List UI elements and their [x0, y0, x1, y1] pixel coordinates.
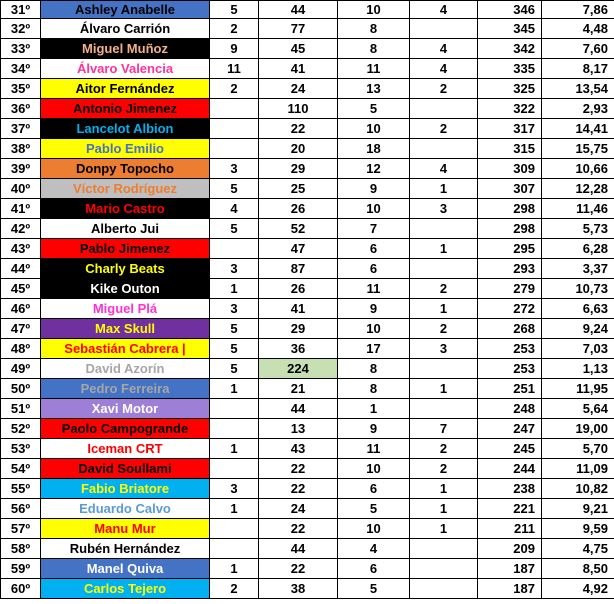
table-row [1, 459, 614, 479]
average-cell[interactable]: 12,28 [542, 179, 614, 199]
col3-cell[interactable]: 10 [338, 459, 410, 479]
col2-cell[interactable]: 26 [259, 279, 338, 299]
total-cell[interactable]: 293 [478, 259, 542, 279]
col2-cell[interactable]: 45 [259, 39, 338, 59]
col2-cell[interactable]: 24 [259, 499, 338, 519]
col4-cell[interactable]: 7 [410, 419, 478, 439]
position-cell[interactable]: 60º [1, 579, 41, 599]
table-row [1, 19, 614, 39]
position-cell[interactable]: 32º [1, 19, 41, 39]
average-cell[interactable]: 5,73 [542, 219, 614, 239]
col1-cell[interactable]: 1 [210, 499, 259, 519]
name-cell[interactable]: Pablo Emilio [41, 139, 210, 159]
total-cell[interactable]: 309 [478, 159, 542, 179]
col3-cell[interactable]: 10 [338, 199, 410, 219]
col4-cell[interactable]: 2 [410, 79, 478, 99]
position-cell[interactable]: 41º [1, 199, 41, 219]
col1-cell[interactable]: 3 [210, 159, 259, 179]
col1-cell[interactable] [210, 399, 259, 419]
table-row [1, 159, 614, 179]
position-cell[interactable]: 48º [1, 339, 41, 359]
col1-cell[interactable]: 2 [210, 579, 259, 599]
position-cell[interactable]: 54º [1, 459, 41, 479]
col1-cell[interactable]: 5 [210, 219, 259, 239]
total-cell[interactable]: 251 [478, 379, 542, 399]
total-cell[interactable]: 221 [478, 499, 542, 519]
position-cell[interactable]: 39º [1, 159, 41, 179]
col2-cell[interactable]: 47 [259, 239, 338, 259]
position-cell[interactable]: 59º [1, 559, 41, 579]
average-cell[interactable]: 9,21 [542, 499, 614, 519]
col2-cell[interactable]: 13 [259, 419, 338, 439]
col3-cell[interactable]: 6 [338, 479, 410, 499]
col1-cell[interactable]: 2 [210, 19, 259, 39]
col1-cell[interactable] [210, 419, 259, 439]
name-cell[interactable]: Fabio Briatore [41, 479, 210, 499]
table-row [1, 339, 614, 359]
col1-cell[interactable] [210, 239, 259, 259]
col1-cell[interactable]: 5 [210, 359, 259, 379]
col2-cell[interactable]: 29 [259, 319, 338, 339]
col2-cell[interactable]: 44 [259, 539, 338, 559]
total-cell[interactable]: 187 [478, 559, 542, 579]
table-row [1, 499, 614, 519]
col4-cell[interactable]: 2 [410, 439, 478, 459]
col1-cell[interactable]: 11 [210, 59, 259, 79]
name-cell[interactable]: Xavi Motor [41, 399, 210, 419]
total-cell[interactable]: 279 [478, 279, 542, 299]
average-cell[interactable]: 5,70 [542, 439, 614, 459]
total-cell[interactable]: 272 [478, 299, 542, 319]
col3-cell[interactable]: 9 [338, 299, 410, 319]
col2-cell[interactable]: 41 [259, 59, 338, 79]
col1-cell[interactable]: 1 [210, 279, 259, 299]
col2-cell[interactable]: 22 [259, 119, 338, 139]
average-cell[interactable]: 15,75 [542, 139, 614, 159]
col3-cell[interactable]: 17 [338, 339, 410, 359]
col1-cell[interactable]: 3 [210, 259, 259, 279]
col4-cell[interactable] [410, 359, 478, 379]
col2-cell[interactable]: 20 [259, 139, 338, 159]
col4-cell[interactable]: 2 [410, 119, 478, 139]
table-row [1, 559, 614, 579]
col4-cell[interactable] [410, 139, 478, 159]
name-cell[interactable]: Pablo Jimenez [41, 239, 210, 259]
total-cell[interactable]: 298 [478, 199, 542, 219]
position-cell[interactable]: 47º [1, 319, 41, 339]
col4-cell[interactable]: 1 [410, 239, 478, 259]
position-cell[interactable]: 46º [1, 299, 41, 319]
position-cell[interactable]: 33º [1, 39, 41, 59]
name-cell[interactable]: Lancelot Albion [41, 119, 210, 139]
table-row [1, 1, 614, 19]
name-cell[interactable]: Antonio Jimenez [41, 99, 210, 119]
col1-cell[interactable] [210, 519, 259, 539]
average-cell[interactable]: 8,50 [542, 559, 614, 579]
col3-cell[interactable]: 5 [338, 579, 410, 599]
position-cell[interactable]: 50º [1, 379, 41, 399]
col4-cell[interactable]: 1 [410, 179, 478, 199]
total-cell[interactable]: 322 [478, 99, 542, 119]
position-cell[interactable]: 53º [1, 439, 41, 459]
name-cell[interactable]: Donpy Topocho [41, 159, 210, 179]
average-cell[interactable]: 6,28 [542, 239, 614, 259]
name-cell[interactable]: Aitor Fernández [41, 79, 210, 99]
col1-cell[interactable]: 5 [210, 319, 259, 339]
table-row [1, 79, 614, 99]
col3-cell[interactable]: 8 [338, 19, 410, 39]
total-cell[interactable]: 317 [478, 119, 542, 139]
col1-cell[interactable]: 1 [210, 379, 259, 399]
col3-cell[interactable]: 8 [338, 39, 410, 59]
name-cell[interactable]: David Azorín [41, 359, 210, 379]
col2-cell[interactable]: 22 [259, 459, 338, 479]
col1-cell[interactable] [210, 99, 259, 119]
col3-cell[interactable]: 4 [338, 539, 410, 559]
table-row [1, 279, 614, 299]
position-cell[interactable]: 51º [1, 399, 41, 419]
position-cell[interactable]: 34º [1, 59, 41, 79]
col3-cell[interactable]: 10 [338, 1, 410, 19]
col4-cell[interactable]: 4 [410, 1, 478, 19]
average-cell[interactable]: 4,48 [542, 19, 614, 39]
col2-cell[interactable]: 52 [259, 219, 338, 239]
table-row [1, 439, 614, 459]
name-cell[interactable]: Mario Castro [41, 199, 210, 219]
col4-cell[interactable] [410, 219, 478, 239]
average-cell[interactable]: 4,92 [542, 579, 614, 599]
col1-cell[interactable]: 1 [210, 439, 259, 459]
col4-cell[interactable] [410, 579, 478, 599]
table-row [1, 239, 614, 259]
table-row [1, 579, 614, 599]
col1-cell[interactable]: 9 [210, 39, 259, 59]
col3-cell[interactable]: 8 [338, 379, 410, 399]
col2-cell[interactable]: 22 [259, 519, 338, 539]
total-cell[interactable]: 295 [478, 239, 542, 259]
position-cell[interactable]: 57º [1, 519, 41, 539]
total-cell[interactable]: 209 [478, 539, 542, 559]
total-cell[interactable]: 298 [478, 219, 542, 239]
position-cell[interactable]: 49º [1, 359, 41, 379]
col3-cell[interactable]: 6 [338, 239, 410, 259]
col3-cell[interactable]: 9 [338, 419, 410, 439]
table-row [1, 219, 614, 239]
ranking-rows [1, 1, 614, 599]
name-cell[interactable]: Miguel Muñoz [41, 39, 210, 59]
table-row [1, 399, 614, 419]
average-cell[interactable]: 8,17 [542, 59, 614, 79]
col4-cell[interactable]: 3 [410, 199, 478, 219]
col3-cell[interactable]: 8 [338, 359, 410, 379]
table-row [1, 379, 614, 399]
col1-cell[interactable]: 3 [210, 299, 259, 319]
col3-cell[interactable]: 5 [338, 499, 410, 519]
col1-cell[interactable] [210, 119, 259, 139]
col4-cell[interactable]: 2 [410, 459, 478, 479]
col2-cell[interactable]: 224 [259, 359, 338, 379]
total-cell[interactable]: 244 [478, 459, 542, 479]
col2-cell[interactable]: 110 [259, 99, 338, 119]
average-cell[interactable]: 13,54 [542, 79, 614, 99]
average-cell[interactable]: 7,60 [542, 39, 614, 59]
table-row [1, 419, 614, 439]
table-row [1, 39, 614, 59]
total-cell[interactable]: 325 [478, 79, 542, 99]
name-cell[interactable]: David Soullami [41, 459, 210, 479]
col2-cell[interactable]: 24 [259, 79, 338, 99]
col1-cell[interactable]: 1 [210, 559, 259, 579]
col1-cell[interactable]: 4 [210, 199, 259, 219]
name-cell[interactable]: Ashley Anabelle [41, 1, 210, 19]
col1-cell[interactable] [210, 139, 259, 159]
name-cell[interactable]: Víctor Rodríguez [41, 179, 210, 199]
col4-cell[interactable] [410, 259, 478, 279]
position-cell[interactable]: 52º [1, 419, 41, 439]
total-cell[interactable]: 187 [478, 579, 542, 599]
average-cell[interactable]: 11,95 [542, 379, 614, 399]
col4-cell[interactable]: 1 [410, 499, 478, 519]
col4-cell[interactable] [410, 399, 478, 419]
col4-cell[interactable]: 2 [410, 319, 478, 339]
total-cell[interactable]: 335 [478, 59, 542, 79]
col1-cell[interactable] [210, 459, 259, 479]
total-cell[interactable]: 248 [478, 399, 542, 419]
position-cell[interactable]: 45º [1, 279, 41, 299]
col2-cell[interactable]: 22 [259, 479, 338, 499]
col4-cell[interactable]: 4 [410, 159, 478, 179]
col3-cell[interactable]: 11 [338, 59, 410, 79]
col1-cell[interactable]: 5 [210, 1, 259, 19]
col1-cell[interactable]: 5 [210, 339, 259, 359]
table-row [1, 59, 614, 79]
col3-cell[interactable]: 5 [338, 99, 410, 119]
col4-cell[interactable]: 1 [410, 519, 478, 539]
table-row [1, 299, 614, 319]
col4-cell[interactable]: 2 [410, 279, 478, 299]
position-cell[interactable]: 55º [1, 479, 41, 499]
average-cell[interactable]: 3,37 [542, 259, 614, 279]
position-cell[interactable]: 38º [1, 139, 41, 159]
average-cell[interactable]: 2,93 [542, 99, 614, 119]
col2-cell[interactable]: 29 [259, 159, 338, 179]
name-cell[interactable]: Manel Quiva [41, 559, 210, 579]
total-cell[interactable]: 211 [478, 519, 542, 539]
average-cell[interactable]: 1,13 [542, 359, 614, 379]
name-cell[interactable]: Álvaro Valencia [41, 59, 210, 79]
position-cell[interactable]: 36º [1, 99, 41, 119]
table-row [1, 479, 614, 499]
average-cell[interactable]: 9,59 [542, 519, 614, 539]
name-cell[interactable]: Rubén Hernández [41, 539, 210, 559]
average-cell[interactable]: 10,73 [542, 279, 614, 299]
col2-cell[interactable]: 77 [259, 19, 338, 39]
col4-cell[interactable]: 4 [410, 39, 478, 59]
col2-cell[interactable]: 26 [259, 199, 338, 219]
average-cell[interactable]: 5,64 [542, 399, 614, 419]
position-cell[interactable]: 42º [1, 219, 41, 239]
position-cell[interactable]: 58º [1, 539, 41, 559]
col2-cell[interactable]: 38 [259, 579, 338, 599]
col3-cell[interactable]: 13 [338, 79, 410, 99]
name-cell[interactable]: Kike Outon [41, 279, 210, 299]
col2-cell[interactable]: 25 [259, 179, 338, 199]
col3-cell[interactable]: 10 [338, 319, 410, 339]
total-cell[interactable]: 247 [478, 419, 542, 439]
name-cell[interactable]: Alberto Jui [41, 219, 210, 239]
name-cell[interactable]: Eduardo Calvo [41, 499, 210, 519]
col4-cell[interactable] [410, 19, 478, 39]
average-cell[interactable]: 6,63 [542, 299, 614, 319]
total-cell[interactable]: 342 [478, 39, 542, 59]
average-cell[interactable]: 7,86 [542, 1, 614, 19]
position-cell[interactable]: 43º [1, 239, 41, 259]
total-cell[interactable]: 345 [478, 19, 542, 39]
table-row [1, 199, 614, 219]
average-cell[interactable]: 11,09 [542, 459, 614, 479]
col3-cell[interactable]: 9 [338, 179, 410, 199]
name-cell[interactable]: Max Skull [41, 319, 210, 339]
table-row [1, 539, 614, 559]
col4-cell[interactable]: 1 [410, 379, 478, 399]
name-cell[interactable]: Manu Mur [41, 519, 210, 539]
average-cell[interactable]: 7,03 [542, 339, 614, 359]
position-cell[interactable]: 31º [1, 1, 41, 19]
table-row [1, 99, 614, 119]
col3-cell[interactable]: 11 [338, 279, 410, 299]
col4-cell[interactable]: 4 [410, 59, 478, 79]
average-cell[interactable]: 11,46 [542, 199, 614, 219]
col3-cell[interactable]: 7 [338, 219, 410, 239]
name-cell[interactable]: Iceman CRT [41, 439, 210, 459]
col2-cell[interactable]: 44 [259, 399, 338, 419]
average-cell[interactable]: 19,00 [542, 419, 614, 439]
col2-cell[interactable]: 21 [259, 379, 338, 399]
name-cell[interactable]: Álvaro Carrión [41, 19, 210, 39]
col4-cell[interactable] [410, 559, 478, 579]
position-cell[interactable]: 40º [1, 179, 41, 199]
name-cell[interactable]: Paolo Campogrande [41, 419, 210, 439]
position-cell[interactable]: 35º [1, 79, 41, 99]
col1-cell[interactable]: 3 [210, 479, 259, 499]
col3-cell[interactable]: 1 [338, 399, 410, 419]
col1-cell[interactable]: 2 [210, 79, 259, 99]
col1-cell[interactable] [210, 539, 259, 559]
col3-cell[interactable]: 12 [338, 159, 410, 179]
name-cell[interactable]: Pedro Ferreira [41, 379, 210, 399]
name-cell[interactable]: Charly Beats [41, 259, 210, 279]
average-cell[interactable]: 4,75 [542, 539, 614, 559]
total-cell[interactable]: 245 [478, 439, 542, 459]
total-cell[interactable]: 253 [478, 359, 542, 379]
position-cell[interactable]: 37º [1, 119, 41, 139]
table-row [1, 139, 614, 159]
position-cell[interactable]: 44º [1, 259, 41, 279]
col2-cell[interactable]: 41 [259, 299, 338, 319]
total-cell[interactable]: 346 [478, 1, 542, 19]
col2-cell[interactable]: 43 [259, 439, 338, 459]
col4-cell[interactable]: 1 [410, 479, 478, 499]
col4-cell[interactable]: 3 [410, 339, 478, 359]
col3-cell[interactable]: 11 [338, 439, 410, 459]
average-cell[interactable]: 14,41 [542, 119, 614, 139]
col3-cell[interactable]: 6 [338, 259, 410, 279]
table-row [1, 519, 614, 539]
col3-cell[interactable]: 10 [338, 119, 410, 139]
position-cell[interactable]: 56º [1, 499, 41, 519]
col4-cell[interactable] [410, 99, 478, 119]
average-cell[interactable]: 9,24 [542, 319, 614, 339]
total-cell[interactable]: 253 [478, 339, 542, 359]
col4-cell[interactable]: 1 [410, 299, 478, 319]
total-cell[interactable]: 315 [478, 139, 542, 159]
table-row [1, 119, 614, 139]
name-cell[interactable]: Carlos Tejero [41, 579, 210, 599]
table-row [1, 259, 614, 279]
total-cell[interactable]: 307 [478, 179, 542, 199]
average-cell[interactable]: 10,82 [542, 479, 614, 499]
total-cell[interactable]: 238 [478, 479, 542, 499]
total-cell[interactable]: 268 [478, 319, 542, 339]
table-row [1, 319, 614, 339]
col3-cell[interactable]: 10 [338, 519, 410, 539]
table-row [1, 179, 614, 199]
col3-cell[interactable]: 6 [338, 559, 410, 579]
col2-cell[interactable]: 36 [259, 339, 338, 359]
average-cell[interactable]: 10,66 [542, 159, 614, 179]
col2-cell[interactable]: 87 [259, 259, 338, 279]
col2-cell[interactable]: 44 [259, 1, 338, 19]
col4-cell[interactable] [410, 539, 478, 559]
name-cell[interactable]: Sebastián Cabrera | [41, 339, 210, 359]
col3-cell[interactable]: 18 [338, 139, 410, 159]
table-row [1, 359, 614, 379]
col2-cell[interactable]: 22 [259, 559, 338, 579]
name-cell[interactable]: Miguel Plá [41, 299, 210, 319]
col1-cell[interactable]: 5 [210, 179, 259, 199]
